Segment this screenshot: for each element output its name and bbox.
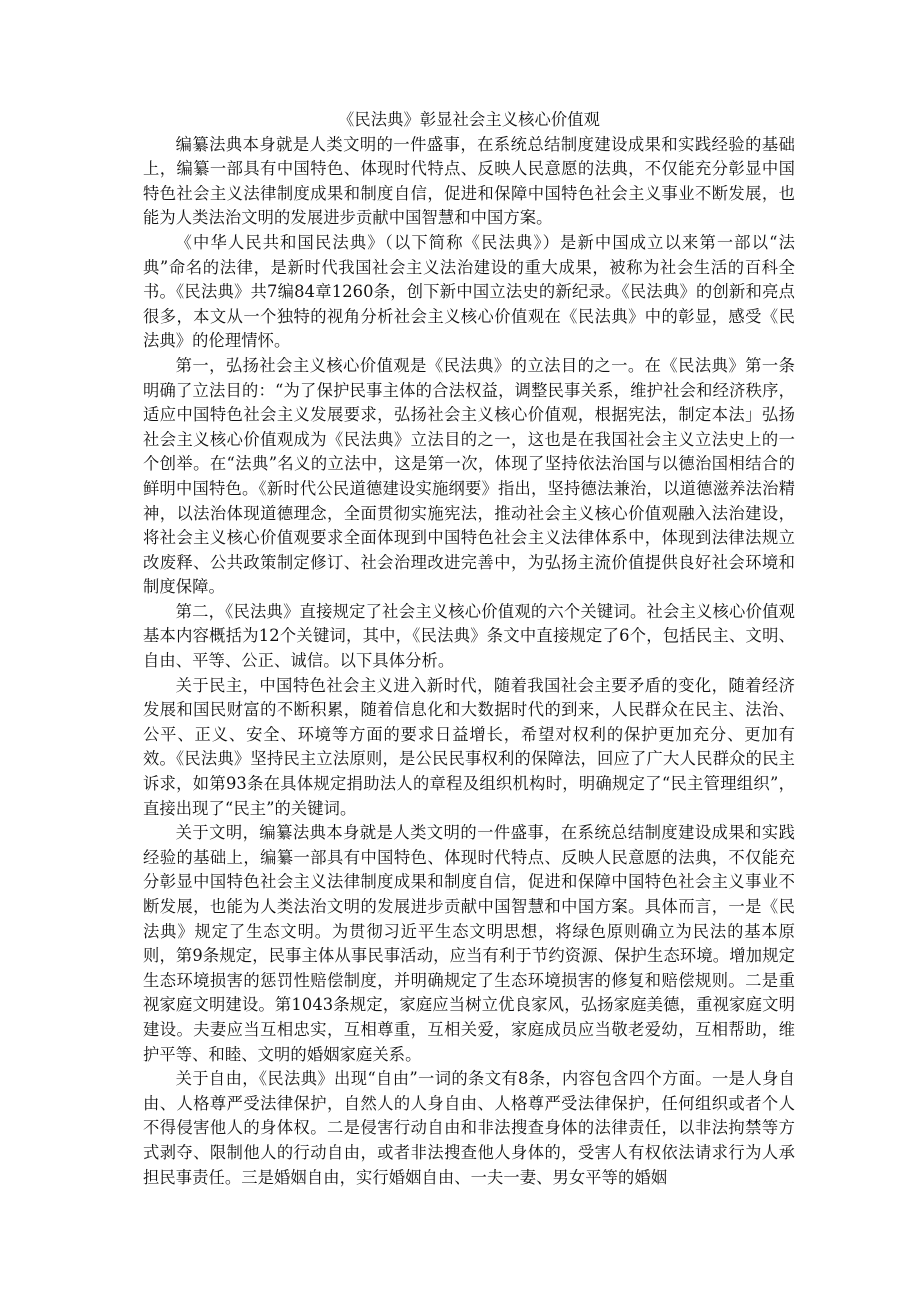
paragraph-civil-code-overview: 《中华人民共和国民法典》（以下简称《民法典》）是新中国成立以来第一部以“法典”命名的法律，是新时代我国社会主义法治建设的重大成果，被称为社会生活的百科全书。《民法典》共7编84章1260条，创下新中国立法史的新纪录。《民法典》的创新和亮点很多，本文从一个独特的视角分析社会主义核心价值观在《民法典》中的彰显，感受《民法典》的伦理情怀。	[143, 232, 795, 351]
document-title: 《民法典》彰显社会主义核心价值观	[337, 110, 601, 129]
paragraph-freedom: 关于自由，《民法典》出现“自由”一词的条文有8条，内容包含四个方面。一是人身自由、人格尊严受法律保护，自然人的人身自由、人格尊严受法律保护，任何组织或者个人不得侵害他人的身体权。二是侵害行动自由和非法搜查身体的法律责任，以非法拘禁等方式剥夺、限制他人的行动自由，或者非法搜查他人身体的，受害人有权依法请求行为人承担民事责任。三是婚姻自由，实行婚姻自由、一夫一妻、男女平等的婚姻	[143, 1069, 795, 1187]
paragraph-civilization: 关于文明，编纂法典本身就是人类文明的一件盛事，在系统总结制度建设成果和实践经验的基础上，编纂一部具有中国特色、体现时代特点、反映人民意愿的法典，不仅能充分彰显中国特色社会主义法律制度成果和制度自信，促进和保障中国特色社会主义事业不断发展，也能为人类法治文明的发展进步贡献中国智慧和中国方案。具体而言，一是《民法典》规定了生态文明。为贯彻习近平生态文明思想，将绿色原则确立为民法的基本原则，第9条规定，民事主体从事民事活动，应当有利于节约资源、保护生态环境。增加规定生态环境损害的惩罚性赔偿制度，并明确规定了生态环境损害的修复和赔偿规则。二是重视家庭文明建设。第1043条规定，家庭应当树立优良家风，弘扬家庭美德，重视家庭文明建设。夫妻应当互相忠实，互相尊重，互相关爱，家庭成员应当敬老爱幼，互相帮助，维护平等、和睦、文明的婚姻家庭关系。	[143, 823, 795, 1064]
paragraph-first-point: 第一，弘扬社会主义核心价值观是《民法典》的立法目的之一。在《民法典》第一条明确了立法目的：“为了保护民事主体的合法权益，调整民事关系，维护社会和经济秩序，适应中国特色社会主义发展要求，弘扬社会主义核心价值观，根据宪法，制定本法」弘扬社会主义核心价值观成为《民法典》立法目的之一，这也是在我国社会主义立法史上的一个创举。在“法典”名义的立法中，这是第一次，体现了坚持依法治国与以德治国相结合的鲜明中国特色。《新时代公民道德建设实施纲要》指出，坚持德法兼治，以道德滋养法治精神，以法治体现道德理念，全面贯彻实施宪法，推动社会主义核心价值观融入法治建设，将社会主义核心价值观要求全面体现到中国特色社会主义法律体系中，体现到法律法规立改废释、公共政策制定修订、社会治理改进完善中，为弘扬主流价值提供良好社会环境和制度保障。	[143, 355, 795, 597]
paragraph-second-point: 第二，《民法典》直接规定了社会主义核心价值观的六个关键词。社会主义核心价值观基本内容概括为12个关键词，其中，《民法典》条文中直接规定了6个，包括民主、文明、自由、平等、公正、诚信。以下具体分析。	[143, 601, 795, 671]
paragraph-democracy: 关于民主，中国特色社会主义进入新时代，随着我国社会主要矛盾的变化，随着经济发展和国民财富的不断积累，随着信息化和大数据时代的到来，人民群众在民主、法治、公平、正义、安全、环境等方面的要求日益增长，希望对权利的保护更加充分、更加有效。《民法典》坚持民主立法原则，是公民民事权利的保障法，回应了广大人民群众的民主诉求，如第93条在具体规定捐助法人的章程及组织机构时，明确规定了“民主管理组织”，直接出现了“民主”的关键词。	[143, 675, 795, 818]
paragraph-intro: 编纂法典本身就是人类文明的一件盛事，在系统总结制度建设成果和实践经验的基础上，编纂一部具有中国特色、体现时代特点、反映人民意愿的法典，不仅能充分彰显中国特色社会主义法律制度成果和制度自信，促进和保障中国特色社会主义事业不断发展，也能为人类法治文明的发展进步贡献中国智慧和中国方案。	[143, 134, 795, 228]
document-body	[143, 108, 795, 1190]
